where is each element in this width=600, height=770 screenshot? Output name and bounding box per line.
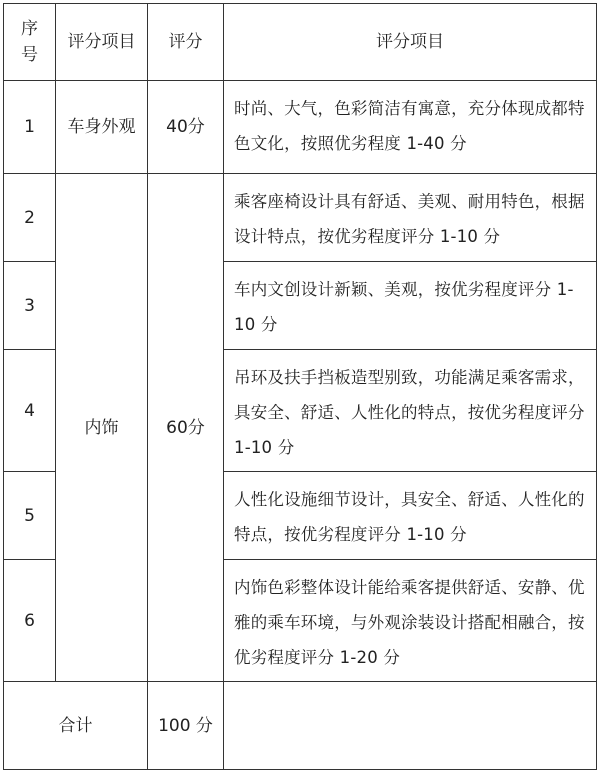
row-seq: 4	[4, 350, 56, 472]
row-detail: 人性化设施细节设计，具安全、舒适、人性化的特点，按优劣程度评分 1-10 分	[224, 472, 597, 560]
row-detail: 车内文创设计新颖、美观，按优劣程度评分 1-10 分	[224, 262, 597, 350]
total-detail	[224, 682, 597, 770]
header-seq-line2: 号	[21, 45, 38, 65]
header-seq-line1: 序	[21, 19, 38, 39]
scoring-table	[3, 3, 597, 770]
table-row	[4, 81, 597, 174]
row-detail: 乘客座椅设计具有舒适、美观、耐用特色，根据设计特点，按优劣程度评分 1-10 分	[224, 174, 597, 262]
row-category: 车身外观	[56, 81, 148, 174]
header-score: 评分	[148, 4, 224, 81]
interior-score: 60分	[148, 174, 224, 682]
row-seq: 6	[4, 560, 56, 682]
table-header-row	[4, 4, 597, 81]
total-row	[4, 682, 597, 770]
row-score: 40分	[148, 81, 224, 174]
header-seq	[4, 4, 56, 81]
row-seq: 2	[4, 174, 56, 262]
row-seq: 3	[4, 262, 56, 350]
header-detail: 评分项目	[224, 4, 597, 81]
interior-category: 内饰	[56, 174, 148, 682]
row-detail: 时尚、大气，色彩简洁有寓意，充分体现成都特色文化，按照优劣程度 1-40 分	[224, 81, 597, 174]
row-detail: 吊环及扶手挡板造型别致，功能满足乘客需求，具安全、舒适、人性化的特点，按优劣程度评分 1-10 分	[224, 350, 597, 472]
total-label: 合计	[4, 682, 148, 770]
scoring-table-container	[3, 3, 597, 770]
header-item: 评分项目	[56, 4, 148, 81]
row-seq: 1	[4, 81, 56, 174]
table-row	[4, 174, 597, 262]
row-detail: 内饰色彩整体设计能给乘客提供舒适、安静、优雅的乘车环境，与外观涂装设计搭配相融合，按优劣程度评分 1-20 分	[224, 560, 597, 682]
total-score: 100 分	[148, 682, 224, 770]
row-seq: 5	[4, 472, 56, 560]
